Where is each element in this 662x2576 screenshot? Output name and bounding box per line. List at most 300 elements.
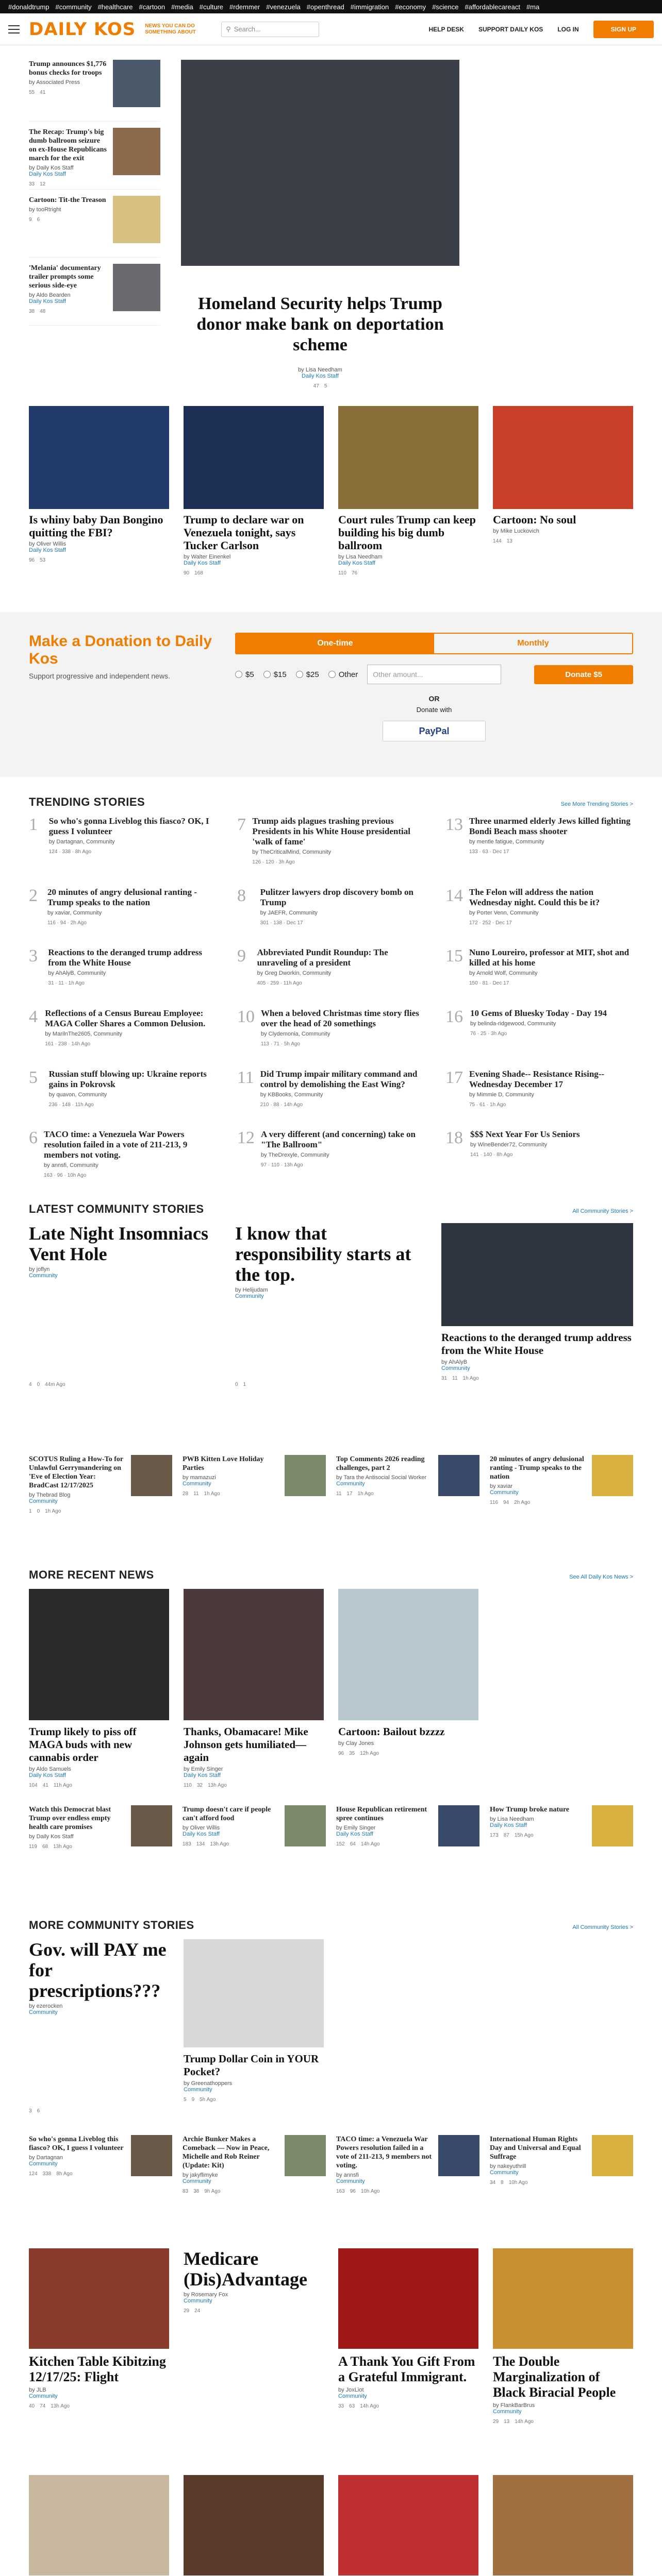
tab-monthly[interactable]: Monthly [517,639,549,648]
story-image[interactable] [113,196,160,243]
story-image[interactable] [493,406,633,509]
story-title[interactable]: Late Night Insomniacs Vent Hole [29,1223,209,1264]
story-stats [490,1833,587,1838]
story-source: Community [29,1273,58,1279]
trending-item[interactable] [445,947,633,1000]
signup-button[interactable]: SIGN UP [593,21,654,38]
stat-value: 64 [350,1841,356,1847]
trending-item[interactable] [445,1129,633,1192]
list-item[interactable] [183,1455,326,1558]
story-title[interactable]: Is whiny baby Dan Bongino quitting the FBI? [29,513,163,539]
story-title[interactable]: Gov. will PAY me for prescriptions??? [29,1939,167,2001]
story-title[interactable]: How Trump broke nature [490,1806,570,1814]
story-image[interactable] [592,1455,633,1496]
story-image[interactable] [113,128,160,175]
tag-link[interactable]: #donaldtrump [8,3,49,11]
story-title[interactable]: Watch this Democrat blast Trump over endless empty health care promises [29,1806,111,1831]
story-title[interactable]: Evening Shade-- Resistance Rising-- Wednesday December 17 [469,1069,605,1089]
trending-body [469,947,633,1000]
story-title[interactable]: Reflections of a Census Bureau Employee: MAGA Coller Shares a Common Delusion. [45,1008,206,1028]
stat-value: 13 [504,2419,510,2425]
story-source: Community [29,2009,58,2015]
stat-value: 1h Ago [204,1491,220,1497]
story-title[interactable]: 'Melania' documentary trailer prompts some serious side-eye [29,264,101,290]
list-item[interactable] [29,264,160,326]
story-source: Community [184,2298,212,2304]
other-amount-input[interactable]: Other amount... [367,665,501,684]
tag-link[interactable]: #venezuela [266,3,301,11]
radio-icon [263,671,271,678]
paypal-button[interactable]: PayPal [383,721,486,741]
story-source: Daily Kos Staff [338,560,375,566]
story-card[interactable] [184,1589,324,1805]
donation-panel [0,612,662,777]
trending-item[interactable] [29,887,217,940]
trending-item[interactable] [445,1069,633,1122]
story-image[interactable] [184,1589,324,1720]
story-image[interactable] [113,264,160,311]
story-title[interactable]: I know that responsibility starts at the top. [235,1223,411,1285]
likes-count: 110 [338,570,346,576]
story-image[interactable] [29,1589,169,1720]
story-title[interactable]: Top Comments 2026 reading challenges, part 2 [336,1455,425,1472]
amount-option[interactable] [328,670,358,679]
stat-value: 14h Ago [515,2419,534,2425]
stat-value: 1h Ago [357,1491,374,1497]
story-title[interactable]: Trump aids plagues trashing previous Presidents in his White House presidential 'walk of fame' [252,816,410,846]
trending-item[interactable] [29,1069,217,1122]
list-item[interactable] [29,2135,172,2238]
list-item[interactable] [490,1455,633,1558]
story-title[interactable]: The Double Marginalization of Black Biracial People [493,2354,616,2400]
story-image[interactable] [113,60,160,107]
story-byline: by belinda-ridgewood, Community [470,1020,556,1027]
story-stats: 113 · 71 · 5h Ago [261,1041,300,1047]
list-item[interactable] [490,2135,633,2238]
story-card[interactable] [493,406,633,612]
story-stats [490,1500,587,1505]
list-item[interactable] [183,1805,326,1908]
story-title[interactable]: The Felon will address the nation Wednesday night. Could this be it? [469,887,600,907]
story-title[interactable]: Medicare (Dis)Advantage [184,2248,307,2290]
trending-rank: 1 [29,815,38,834]
story-byline: by Daily Kos Staff [29,1834,74,1840]
story-card[interactable] [338,2475,478,2576]
comments-count: 53 [40,557,46,563]
stat-value: 10h Ago [508,2180,528,2185]
site-header [0,13,662,45]
story-stats: 97 · 110 · 13h Ago [261,1162,303,1168]
story-byline: by Oliver Willis [29,541,67,547]
list-item[interactable] [29,1455,172,1558]
see-more-link[interactable]: See More Trending Stories > [560,801,633,807]
story-card[interactable] [29,2475,169,2576]
story-card[interactable] [29,1589,169,1805]
story-stats: 31 · 11 · 1h Ago [48,980,85,987]
story-byline: by Greenathoppers [184,2080,233,2087]
list-item[interactable] [29,1805,172,1908]
amount-label: $25 [306,670,319,679]
story-title[interactable]: Trump doesn't care if people can't afford food [183,1806,271,1822]
tag-link[interactable]: #affordablecareact [465,3,520,11]
story-image[interactable] [285,1805,326,1846]
story-title[interactable]: TACO time: a Venezuela War Powers resolution failed in a vote of 211-213, 9 members not voting. [336,2136,432,2170]
tag-link[interactable]: #community [55,3,92,11]
see-more-link[interactable]: All Community Stories > [572,1208,633,1214]
story-card[interactable] [235,1223,427,1445]
search-input[interactable] [221,22,319,37]
story-byline: by Aldo Bearden [29,292,71,298]
story-image[interactable] [438,1805,479,1846]
tag-link[interactable]: #ma [526,3,540,11]
story-byline: by Greg Dworkin, Community [257,970,332,977]
trending-rank: 5 [29,1067,38,1087]
story-title[interactable]: Court rules Trump can keep building his big dumb ballroom [338,513,476,552]
stat-value: 28 [183,1491,189,1497]
trending-item[interactable] [445,816,633,879]
story-title[interactable]: Trump announces $1,776 bonus checks for troops [29,60,107,77]
story-image[interactable] [493,2248,633,2349]
comments-count: 41 [40,90,46,95]
list-item[interactable] [29,196,160,258]
trending-rank: 16 [445,1007,463,1026]
story-title[interactable]: Did Trump impair military command and control by demolishing the East Wing? [260,1069,418,1089]
trending-body [257,947,425,1000]
amount-option[interactable] [296,670,319,679]
tag-link[interactable]: #media [171,3,193,11]
stat-value: 13h Ago [210,1841,229,1847]
story-image[interactable] [438,2135,479,2176]
stat-value: 87 [503,1833,509,1838]
timestamp: 13h Ago [208,1783,227,1788]
story-card[interactable] [29,406,169,612]
list-item[interactable] [490,1805,633,1908]
stat-value: 152 [336,1841,345,1847]
story-byline: by joflyn [29,1266,50,1273]
comments-count: 6 [37,2108,40,2114]
list-item[interactable] [336,1805,479,1908]
trending-item[interactable] [237,1069,425,1122]
story-image[interactable] [338,2475,478,2575]
story-source: Daily Kos Staff [29,171,66,177]
feature-story[interactable] [181,60,459,406]
help-desk-link[interactable]: HELP DESK [428,25,464,33]
story-stats: 163 · 96 · 10h Ago [44,1173,87,1179]
trending-list [29,816,633,1192]
see-more-link[interactable]: See All Daily Kos News > [569,1574,633,1580]
stat-value: 124 [29,2171,38,2177]
story-source: Daily Kos Staff [336,1831,373,1837]
trending-rank: 17 [445,1067,463,1087]
trending-body [470,1129,580,1192]
story-source: Community [490,1489,519,1496]
story-byline: by Daily Kos Staff [29,165,74,171]
story-image[interactable] [438,1455,479,1496]
story-title[interactable]: Archie Bunker Makes a Comeback — Now in Peace, Michelle and Rob Reiner (Update: Kit) [183,2136,270,2170]
comments-count: 35 [349,1751,355,1756]
story-source: Daily Kos Staff [29,298,66,304]
story-image[interactable] [441,1223,633,1326]
list-item-body [183,2135,279,2238]
tag-bar [0,0,662,13]
story-card[interactable] [338,1589,478,1805]
feature-image[interactable] [181,60,459,266]
trending-rank: 15 [445,946,463,966]
list-item[interactable] [29,60,160,122]
sidebar-stories [29,60,160,406]
story-title[interactable]: 20 minutes of angry delusional ranting - Trump speaks to the nation [490,1455,584,1481]
tag-link[interactable]: #openthread [306,3,344,11]
section-title: MORE RECENT NEWS [29,1568,154,1581]
likes-count: 104 [29,1783,38,1788]
story-stats [336,1491,433,1497]
tag-link[interactable]: #economy [395,3,426,11]
story-stats: 116 · 94 · 2h Ago [47,920,87,926]
story-card[interactable] [184,2248,324,2465]
donation-frequency [235,633,633,654]
radio-icon [328,671,336,678]
support-link[interactable]: SUPPORT DAILY KOS [478,25,543,33]
story-title[interactable]: 10 Gems of Bluesky Today - Day 194 [470,1008,607,1018]
trending-rank: 12 [237,1128,255,1148]
stat-value: 14h Ago [360,1841,380,1847]
story-source: Community [29,1498,58,1504]
story-stats: 76 · 25 · 3h Ago [470,1030,507,1037]
stat-value: 14h Ago [360,2403,379,2409]
story-title[interactable]: Cartoon: No soul [493,513,576,526]
trending-rank: 9 [237,946,246,966]
story-image[interactable] [592,1805,633,1846]
story-title[interactable]: When a beloved Christmas time story flies over the head of 20 somethings [261,1008,419,1028]
story-title[interactable]: Thanks, Obamacare! Mike Johnson gets humiliated—again [184,1725,308,1764]
trending-body [45,1008,217,1061]
story-image[interactable] [592,2135,633,2176]
story-card[interactable] [29,2248,169,2465]
story-title[interactable]: Reactions to the deranged trump address from the White House [441,1331,632,1357]
story-title[interactable]: A very different (and concerning) take on "The Ballroom" [261,1129,416,1150]
list-item-body [336,1455,433,1558]
story-image[interactable] [131,1455,172,1496]
likes-count: 96 [29,557,35,563]
stat-value: 34 [490,2180,496,2185]
stat-value: 40 [29,2403,35,2409]
story-stats: 301 · 138 · Dec 17 [260,920,303,926]
list-item-body [490,1455,587,1558]
trending-body [469,887,633,940]
tag-link[interactable]: #immigration [350,3,389,11]
list-item[interactable] [336,2135,479,2238]
trending-item[interactable] [237,887,425,940]
story-title[interactable]: PWB Kitten Love Holiday Parties [183,1455,264,1472]
stat-value: 17 [346,1491,353,1497]
story-title[interactable]: Abbreviated Pundit Roundup: The unraveling of a president [257,947,388,968]
story-source: Community [184,2087,212,2093]
comments-count: 1 [243,1382,246,1387]
story-title[interactable]: Trump Dollar Coin in YOUR Pocket? [184,2053,319,2078]
story-card[interactable] [184,1939,324,2135]
story-title[interactable]: $$$ Next Year For Us Seniors [470,1129,580,1140]
trending-item[interactable] [237,816,425,879]
story-title[interactable]: Reactions to the deranged trump address from the White House [48,947,202,968]
story-image[interactable] [184,2475,324,2575]
story-title[interactable]: So who's gonna Liveblog this fiasco? OK, I guess I volunteer [29,2136,124,2152]
trending-item[interactable] [29,816,217,879]
story-byline: by xaviar Community [490,1483,587,1496]
trending-rank: 3 [29,946,38,966]
story-byline: by Arnold Wolf, Community [469,970,538,977]
story-byline: by MarilnThe2605, Community [45,1030,123,1037]
trending-item[interactable] [29,1008,217,1061]
story-source: Community [490,2170,519,2176]
trending-item[interactable] [445,887,633,940]
amount-label: $5 [245,670,254,679]
donate-button[interactable]: Donate $5 [534,665,633,684]
story-title[interactable]: So who's gonna Liveblog this fiasco? OK, I guess I volunteer [48,816,209,836]
story-card[interactable] [493,2248,633,2465]
donation-title: Make a Donation to Daily Kos [29,633,212,667]
story-stats: 124 · 338 · 8h Ago [48,849,92,855]
list-item[interactable] [183,2135,326,2238]
story-stats [29,2403,169,2409]
likes-count: 31 [441,1376,448,1381]
stat-value: 74 [40,2403,46,2409]
see-more-link[interactable]: All Community Stories > [572,1924,633,1930]
trending-rank: 13 [445,815,463,834]
story-card[interactable] [184,406,324,612]
story-card[interactable] [29,1939,169,2135]
story-title[interactable]: Pulitzer lawyers drop discovery bomb on Trump [260,887,413,907]
story-image[interactable] [29,2248,169,2349]
amount-option[interactable] [235,670,254,679]
comments-count: 76 [351,570,358,576]
list-item[interactable] [29,128,160,190]
tag-link[interactable]: #culture [199,3,224,11]
trending-item[interactable] [29,947,217,1000]
story-image[interactable] [29,2475,169,2575]
stat-value: 11 [336,1491,342,1497]
story-title[interactable]: SCOTUS Ruling a How-To for Unlawful Gerrymandering on 'Eve of Election Year: BradCast 12/17/2025 [29,1455,123,1489]
stat-value: 96 [350,2189,356,2194]
list-item[interactable] [336,1455,479,1558]
story-source: Community [29,2161,58,2167]
stat-value: 134 [196,1841,205,1847]
trending-rank: 2 [29,886,38,905]
story-title[interactable]: House Republican retirement spree continues [336,1806,427,1822]
trending-item[interactable] [237,1008,425,1061]
tag-link[interactable]: #rdemmer [229,3,260,11]
stat-value: 24 [194,2308,201,2314]
comments-count: 5 [324,383,327,389]
story-image[interactable] [338,406,478,509]
story-title[interactable]: 20 minutes of angry delusional ranting - Trump speaks to the nation [47,887,197,907]
story-card[interactable] [338,406,478,612]
site-logo[interactable]: DAILY KOS [29,19,136,40]
story-byline: by JLB Community [29,2387,169,2399]
login-link[interactable]: LOG IN [557,25,579,33]
trending-item[interactable] [237,1129,425,1192]
section-title: TRENDING STORIES [29,795,145,808]
story-title[interactable]: International Human Rights Day and Universal and Equal Suffrage [490,2136,581,2161]
story-title[interactable]: Russian stuff blowing up: Ukraine reports gains in Pokrovsk [48,1069,207,1089]
likes-count: 5 [184,2097,187,2103]
list-item-body [490,2135,587,2238]
comments-count: 32 [196,1783,203,1788]
amount-option[interactable] [263,670,287,679]
story-title[interactable]: Cartoon: Bailout bzzzz [338,1725,445,1738]
story-stats [493,2419,633,2425]
stat-value: 94 [503,1500,509,1505]
feature-title[interactable]: Homeland Security helps Trump donor make bank on deportation scheme [196,294,444,354]
story-source: Community [183,2178,211,2184]
story-title[interactable]: Three unarmed elderly Jews killed fighting Bondi Beach mass shooter [469,816,631,836]
story-title[interactable]: A Thank You Gift From a Grateful Immigrant. [338,2354,475,2384]
story-byline: by quavon, Community [48,1091,107,1098]
story-card[interactable] [184,2475,324,2576]
section-title: MORE COMMUNITY STORIES [29,1919,194,1931]
story-title[interactable]: The Recap: Trump's big dumb ballroom seizure on ex-House Republicans march for the exit [29,128,107,162]
story-title[interactable]: Cartoon: Tit-the Treason [29,196,106,204]
story-stats [183,2189,279,2194]
tab-one-time[interactable]: One-time [236,634,434,653]
trending-body [49,1069,217,1122]
story-title[interactable]: Nuno Loureiro, professor at MIT, shot and killed at his home [469,947,630,968]
list-item-body [336,1805,433,1908]
story-image[interactable] [131,1805,172,1846]
story-stats [338,2403,478,2409]
stat-value: 9h Ago [204,2189,221,2194]
story-image[interactable] [131,2135,172,2176]
story-card[interactable] [493,2475,633,2576]
tag-link[interactable]: #cartoon [139,3,166,11]
tag-link[interactable]: #healthcare [97,3,133,11]
menu-icon[interactable] [8,25,20,33]
comments-count: 9 [191,2097,195,2103]
trending-item[interactable] [237,947,425,1000]
story-image[interactable] [338,1589,478,1720]
story-image[interactable] [493,2475,633,2575]
story-title[interactable]: Kitchen Table Kibitzing 12/17/25: Flight [29,2354,166,2384]
story-image[interactable] [285,1455,326,1496]
section-title: LATEST COMMUNITY STORIES [29,1202,204,1215]
trending-rank: 6 [29,1128,38,1148]
trending-item[interactable] [445,1008,633,1061]
story-source: Daily Kos Staff [29,1772,66,1778]
story-card[interactable] [441,1223,633,1445]
trending-item[interactable] [29,1129,217,1192]
story-byline: by Dartagnan, Community [48,839,115,845]
story-card[interactable] [338,2248,478,2465]
story-title[interactable]: TACO time: a Venezuela War Powers resolution failed in a vote of 211-213, 9 members not voting. [44,1129,188,1160]
stat-value: 10h Ago [360,2189,380,2194]
trending-body [260,1069,425,1122]
story-image[interactable] [184,406,324,509]
story-stats [183,1841,279,1847]
story-image[interactable] [285,2135,326,2176]
story-card[interactable] [29,1223,221,1445]
story-byline: by Lisa Needham Daily Kos Staff [490,1816,587,1828]
amount-label: $15 [273,670,287,679]
likes-count: 47 [313,383,319,389]
story-image[interactable] [184,1939,324,2047]
stat-value: 173 [490,1833,499,1838]
story-image[interactable] [338,2248,478,2349]
story-stats [29,1509,126,1514]
story-title[interactable]: Trump to declare war on Venezuela tonight, says Tucker Carlson [184,513,304,552]
story-image[interactable] [29,406,169,509]
tag-link[interactable]: #science [432,3,459,11]
top-story-row [29,406,633,612]
story-title[interactable]: Trump likely to piss off MAGA buds with new cannabis order [29,1725,137,1764]
